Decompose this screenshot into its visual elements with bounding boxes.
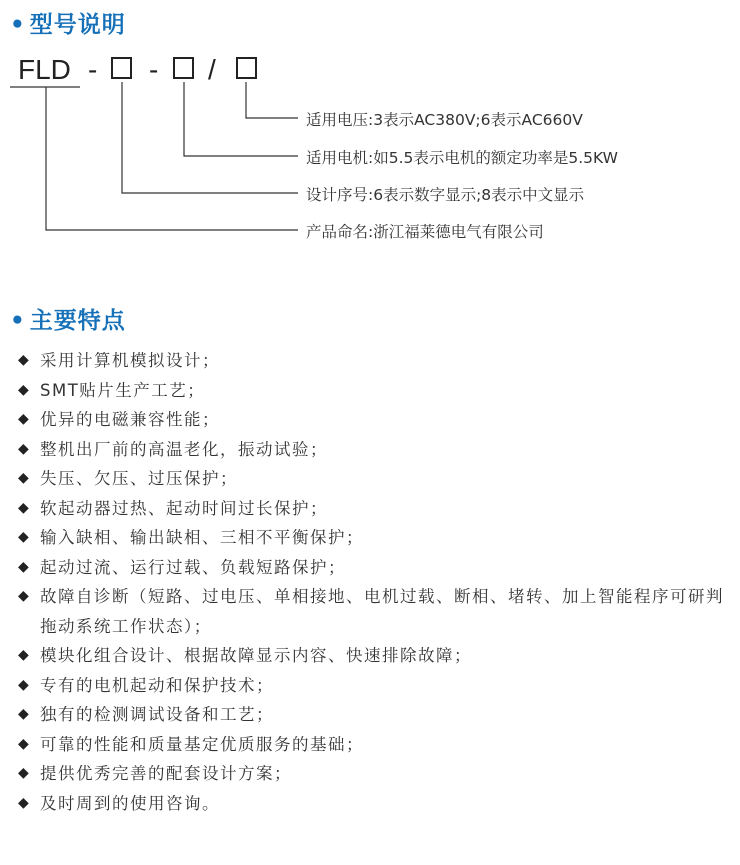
desc-product-name: 产品命名:浙江福莱德电气有限公司 (306, 223, 544, 241)
list-item: ◆ 起动过流、运行过载、负载短路保护； (18, 553, 728, 583)
model-prefix: FLD (18, 54, 71, 85)
list-item: ◆ 采用计算机模拟设计； (18, 346, 728, 376)
diamond-bullet-icon: ◆ (18, 676, 29, 693)
diamond-bullet-icon: ◆ (18, 794, 29, 811)
diamond-bullet-icon: ◆ (18, 381, 29, 398)
desc-motor-power: 适用电机:如5.5表示电机的额定功率是5.5KW (306, 149, 618, 167)
diamond-bullet-icon: ◆ (18, 735, 29, 752)
features-list (18, 346, 728, 818)
diamond-bullet-icon: ◆ (18, 706, 29, 722)
list-item: ◆ 可靠的性能和质量基定优质服务的基础； (18, 730, 728, 760)
list-item: ◆ 失压、欠压、过压保护； (18, 464, 728, 494)
title-bullet-icon: • (10, 308, 26, 334)
diamond-bullet-icon: ◆ (18, 440, 29, 457)
list-item: ◆ 独有的检测调试设备和工艺； (18, 700, 728, 730)
diamond-bullet-icon: ◆ (18, 470, 29, 486)
line-design-number (122, 82, 298, 193)
list-item: ◆ 整机出厂前的高温老化，振动试验； (18, 435, 728, 465)
model-separator: - (88, 54, 98, 85)
diamond-bullet-icon: ◆ (18, 411, 29, 427)
list-item: ◆ 软起动器过热、起动时间过长保护； (18, 494, 728, 524)
line-product-name (46, 87, 298, 230)
model-section-title: • 型号说明 (10, 12, 126, 38)
list-item: ◆ SMT贴片生产工艺； (18, 376, 728, 406)
desc-design-number: 设计序号:6表示数字显示;8表示中文显示 (306, 186, 585, 204)
line-motor-power (184, 82, 298, 156)
title-bullet-icon: • (10, 12, 26, 38)
model-separator: / (208, 54, 216, 85)
diamond-bullet-icon: ◆ (18, 588, 29, 604)
diamond-bullet-icon: ◆ (18, 529, 29, 545)
diamond-bullet-icon: ◆ (18, 558, 29, 575)
diamond-bullet-icon: ◆ (18, 765, 29, 781)
desc-voltage: 适用电压:3表示AC380V;6表示AC660V (306, 111, 583, 129)
diamond-bullet-icon: ◆ (18, 647, 29, 663)
list-item: ◆ 模块化组合设计、根据故障显示内容、快速排除故障； (18, 641, 728, 671)
list-item: ◆ 专有的电机起动和保护技术； (18, 671, 728, 701)
list-item: ◆ 故障自诊断（短路、过电压、单相接地、电机过载、断相、堵转、加上智能程序可研判拖动系统工作状态）； (18, 582, 728, 641)
model-separator: - (149, 54, 159, 85)
list-item: ◆ 及时周到的使用咨询。 (18, 789, 728, 819)
diamond-bullet-icon: ◆ (18, 499, 29, 516)
diamond-bullet-icon: ◆ (18, 352, 29, 368)
list-item: ◆ 优异的电磁兼容性能； (18, 405, 728, 435)
features-section-title: • 主要特点 (10, 308, 126, 334)
list-item: ◆ 提供优秀完善的配套设计方案； (18, 759, 728, 789)
list-item: ◆ 输入缺相、输出缺相、三相不平衡保护； (18, 523, 728, 553)
line-voltage (246, 82, 298, 118)
